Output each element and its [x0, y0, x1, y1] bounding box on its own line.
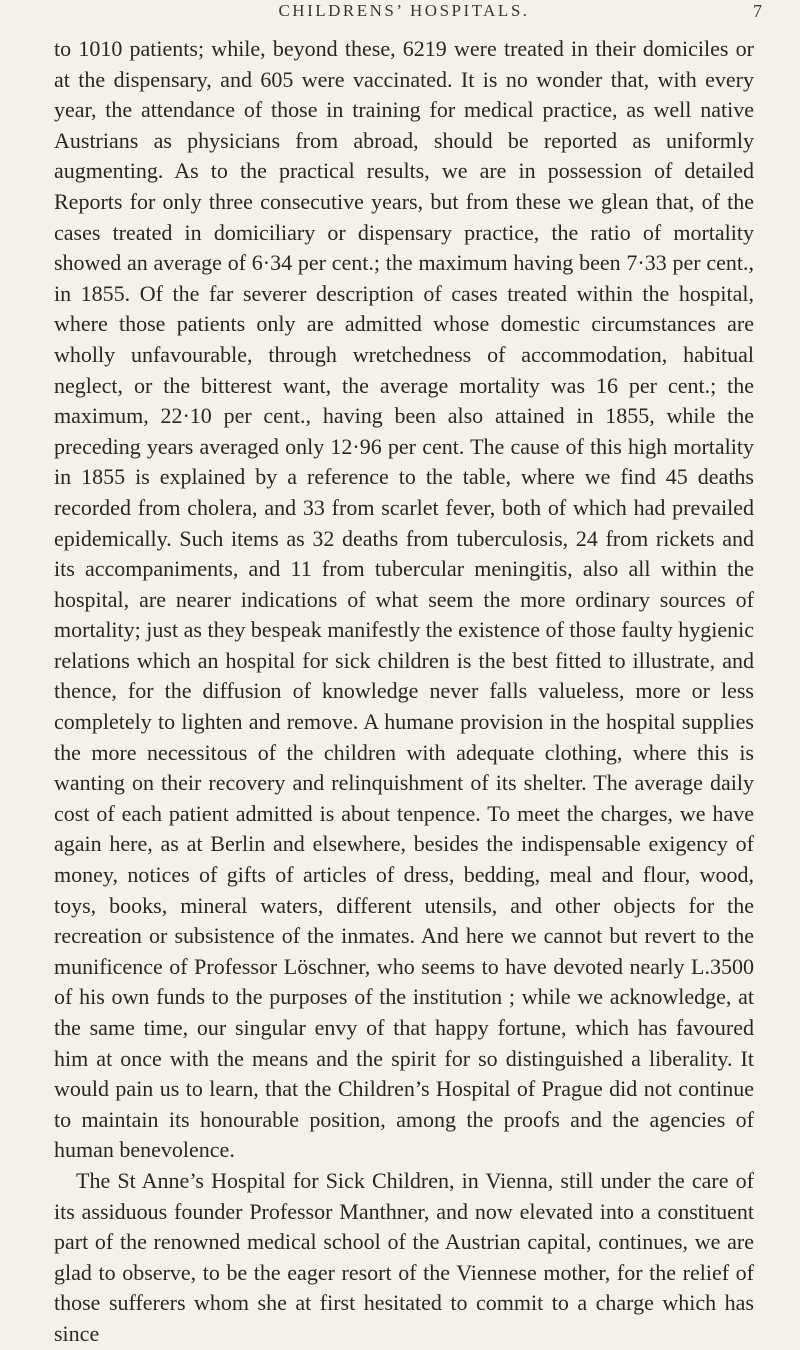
paragraph-2: The St Anne’s Hospital for Sick Children, in Vienna, still under the care of its assiduous founder Professor Manthner, and now elevated into a constituent part of the renowned medical school of the Austrian capital, continues, we are glad to observe, to be the eager resort of the Viennese mother, for the relief of those sufferers whom she at first hesitated to commit to a charge which has since [54, 1167, 754, 1346]
page-number: 7 [753, 1, 762, 21]
body-text [54, 34, 754, 1350]
running-head-title: CHILDRENS’ HOSPITALS. [278, 1, 530, 20]
running-head [54, 0, 762, 24]
paragraph-1: to 1010 patients; while, beyond these, 6219 were treated in their domiciles or at the dispensary, and 605 were vaccinated. It is no wonder that, with every year, the attendance of those in training for medical practice, as well native Austrians as physicians from abroad, should be reported as uniformly augmenting. As to the practical results, we are in possession of detailed Reports for only three consecutive years, but from these we glean that, of the cases treated in domiciliary or dispensary practice, the ratio of mortality showed an average of 6·34 per cent.; the maximum having been 7·33 per cent., in 1855. Of the far severer description of cases treated within the hospital, where those patients only are admitted whose domestic circumstances are wholly unfavourable, through wretchedness of accommodation, habitual neglect, or the bitterest want, the average mortality was 16 per cent.; the maximum, 22·10 per cent., having been also attained in 1855, while the preceding years averaged only 12·96 per cent. The cause of this high mortality in 1855 is explained by a reference to the table, where we find 45 deaths recorded from cholera, and 33 from scarlet fever, both of which had prevailed epidemically. Such items as 32 deaths from tuberculosis, 24 from rickets and its accompaniments, and 11 from tubercular meningitis, also all within the hospital, are nearer indications of what seem the more ordinary sources of mortality; just as they bespeak manifestly the existence of those faulty hygienic relations which an hospital for sick children is the best fitted to illustrate, and thence, for the diffusion of knowledge never falls valueless, more or less completely to lighten and remove. A humane provision in the hospital supplies the more necessitous of the children with adequate clothing, where this is wanting on their recovery and relinquishment of its shelter. The average daily cost of each patient admitted is about tenpence. To meet the charges, we have again here, as at Berlin and elsewhere, besides the indispensable exigency of money, notices of gifts of articles of dress, bedding, meal and flour, wood, toys, books, mineral waters, different utensils, and other objects for the recreation or subsistence of the inmates. And here we cannot but revert to the munificence of Professor Löschner, who seems to have devoted nearly L.3500 of his own funds to the purposes of the institution ; while we acknowledge, at the same time, our singular envy of that happy fortune, which has favoured him at once with the means and the spirit for so distinguished a liberality. It would pain us to learn, that the Children’s Hospital of Prague did not continue to maintain its honourable position, among the proofs and the agencies of human benevolence. [54, 36, 754, 1163]
